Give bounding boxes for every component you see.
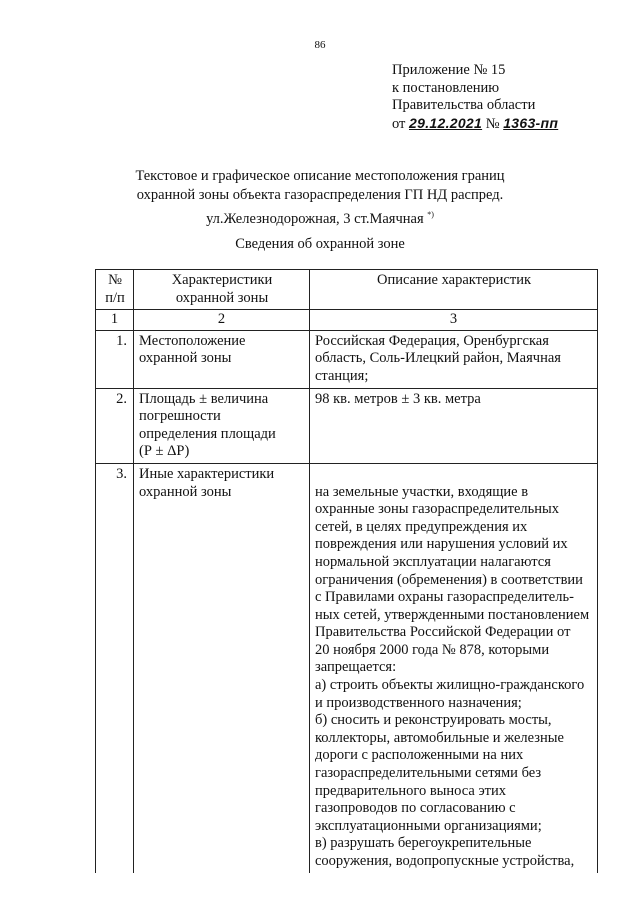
description-line: эксплуатационными организациями; [315, 817, 542, 834]
row-description: Российская Федерация, Оренбургская область, Соль-Илецкий район, Маячная станция; [310, 330, 598, 388]
title-line-2: охранной зоны объекта газораспределения ГП НД распред. [136, 187, 504, 203]
description-line: газораспределительными сетями без [315, 765, 542, 782]
title-line-1: Текстовое и графическое описание местоположения границ [135, 168, 505, 184]
header-description: Описание характеристик [310, 270, 598, 310]
description-line: запрещается: [315, 659, 397, 676]
description-line: дороги с расположенными на них [315, 747, 524, 764]
section-subtitle: Сведения об охранной зоне [235, 236, 405, 252]
row-number: 2. [96, 388, 134, 463]
appendix-line-1: Приложение № 15 [392, 62, 506, 78]
appendix-line-2: к постановлению [392, 79, 500, 96]
description-line: и производственного назначения; [315, 694, 522, 711]
row-number: 3. [96, 463, 134, 872]
page-number: 86 [314, 39, 326, 51]
description-line: коллекторы, автомобильные и железные [315, 729, 564, 746]
column-number-row [96, 310, 598, 331]
description-line: б) сносить и реконструировать мосты, [315, 712, 552, 729]
document-title [0, 167, 640, 229]
description-line: охранные зоны газораспределительных [315, 501, 560, 518]
description-line: на земельные участки, входящие в [315, 483, 529, 500]
description-line: предварительного выноса этих [315, 782, 507, 799]
footnote-mark: *) [427, 210, 434, 219]
header-number: № п/п [96, 270, 134, 310]
row-characteristic: Местоположение охранной зоны [134, 330, 310, 388]
handwritten-number: 1363-пп [503, 114, 559, 131]
column-number: 2 [134, 310, 310, 331]
column-number: 3 [310, 310, 598, 331]
appendix-block [392, 62, 558, 133]
appendix-date-line [392, 115, 558, 134]
table-header-row [96, 270, 598, 310]
description-line: 20 ноября 2000 года № 878, которыми [315, 641, 550, 658]
description-line: Правительства Российской Федерации от [315, 624, 571, 641]
description-line: ограничения (обременения) в соответствии [315, 571, 583, 588]
description-line: нормальной эксплуатации налагаются [315, 553, 551, 570]
description-line: повреждения или нарушения условий их [315, 536, 568, 553]
table-row [96, 330, 598, 388]
description-line: газопроводов по согласованию с [315, 800, 516, 817]
description-line: с Правилами охраны газораспределитель- [315, 589, 574, 606]
header-characteristic: Характеристики охранной зоны [134, 270, 310, 310]
row-characteristic: Площадь ± величина погрешности определения площади (Р ± ΔР) [134, 388, 310, 463]
title-line-3: ул.Железнодорожная, 3 ст.Маячная *) [206, 210, 434, 227]
description-line: в) разрушать берегоукрепительные [315, 835, 532, 852]
row-number: 1. [96, 330, 134, 388]
from-label: от [392, 115, 406, 132]
number-label: № [485, 115, 500, 132]
appendix-line-3: Правительства области [392, 97, 536, 113]
column-number: 1 [96, 310, 134, 331]
description-line [315, 466, 593, 484]
handwritten-date: 29.12.2021 [409, 114, 483, 131]
table-row [96, 388, 598, 463]
table-row [96, 463, 598, 872]
row-characteristic: Иные характеристики охранной зоны [134, 463, 310, 872]
row-description: 98 кв. метров ± 3 кв. метра [310, 388, 598, 463]
protection-zone-table [95, 269, 598, 873]
description-line: а) строить объекты жилищно-гражданского [315, 677, 585, 694]
description-line: ных сетей, утвержденными постановлением [315, 606, 590, 623]
row-description [310, 463, 598, 872]
description-line: сооружения, водопропускные устройства, [315, 853, 575, 869]
description-line: сетей, в целях предупреждения их [315, 518, 528, 535]
